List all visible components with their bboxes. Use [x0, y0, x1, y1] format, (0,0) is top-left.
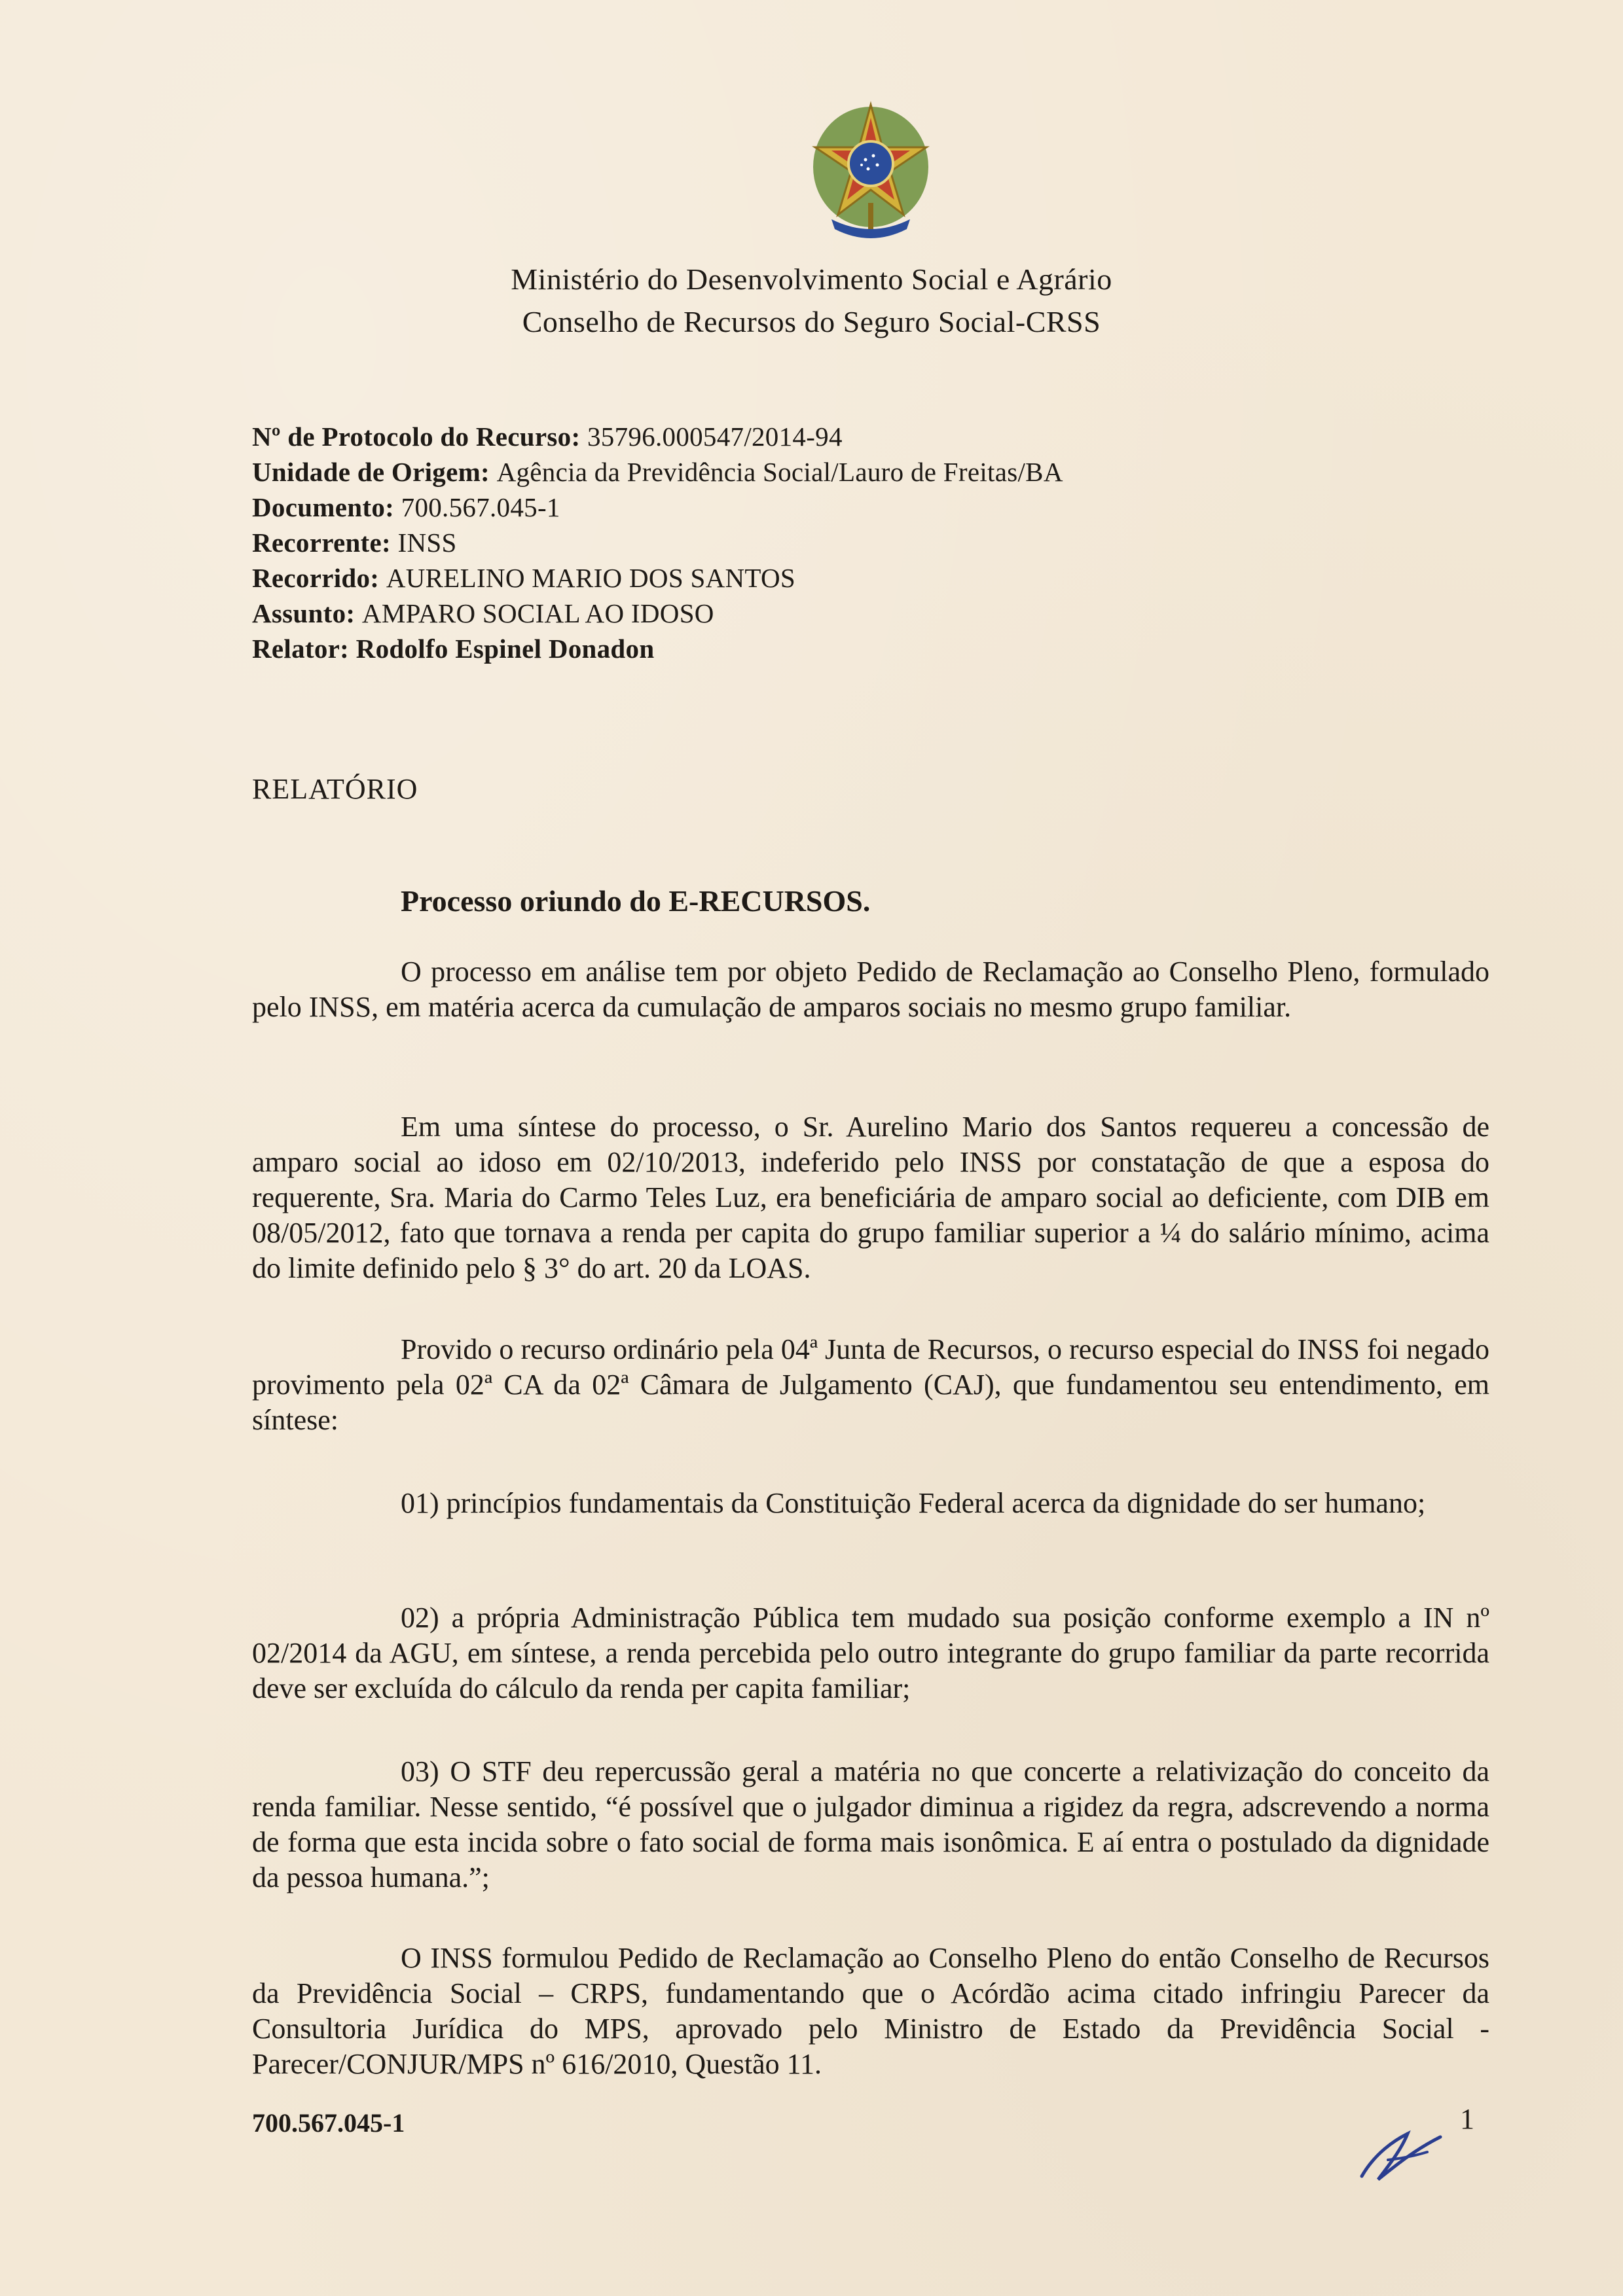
protocol-label: Nº de Protocolo do Recurso:	[252, 422, 581, 452]
appellant-label: Recorrente:	[252, 528, 391, 558]
respondent-row	[252, 560, 1063, 596]
subtitle: Processo oriundo do E-RECURSOS.	[401, 884, 871, 918]
respondent-value: AURELINO MARIO DOS SANTOS	[386, 563, 796, 593]
paragraph-block	[252, 1109, 1489, 1286]
paragraph-block	[252, 1486, 1489, 1521]
protocol-value: 35796.000547/2014-94	[587, 422, 843, 452]
unit-value: Agência da Previdência Social/Lauro de Freitas/BA	[496, 457, 1063, 487]
paragraph: 03) O STF deu repercussão geral a matéria no que concerte a relativização do conceito da renda familiar. Nesse sentido, “é possível que o julgador diminua a rigidez da regra, adscrevendo a norma de forma que esta incida sobre o fato social de forma mais isonômica. E aí entra o postulado da dignidade da pessoa humana.”;	[252, 1755, 1489, 1893]
respondent-label: Recorrido:	[252, 563, 380, 593]
paragraph: O INSS formulou Pedido de Reclamação ao Conselho Pleno do então Conselho de Recursos da Previdência Social – CRPS, fundamentando que o Acórdão acima citado infringiu Parecer da Consultoria Jurídica do MPS, aprovado pelo Ministro de Estado da Previdência Social - Parecer/CONJUR/MPS nº 616/2010, Questão 11.	[252, 1942, 1489, 2080]
handwritten-initial-icon	[1349, 2114, 1453, 2186]
subject-value: AMPARO SOCIAL AO IDOSO	[361, 598, 714, 628]
document-row	[252, 490, 1063, 525]
case-metadata	[252, 419, 1063, 666]
unit-row	[252, 454, 1063, 490]
paragraph: O processo em análise tem por objeto Pedido de Reclamação ao Conselho Pleno, formulado pelo INSS, em matéria acerca da cumulação de amparos sociais no mesmo grupo familiar.	[252, 956, 1489, 1023]
paragraph-block	[252, 954, 1489, 1025]
protocol-row	[252, 419, 1063, 454]
council-heading: Conselho de Recursos do Seguro Social-CRSS	[522, 305, 1101, 338]
subject-row	[252, 596, 1063, 631]
appellant-row	[252, 525, 1063, 560]
paragraph-block	[252, 1332, 1489, 1438]
ministry-heading: Ministério do Desenvolvimento Social e Agrário	[511, 262, 1112, 296]
rapporteur-label: Relator:	[252, 634, 350, 664]
paragraph: 02) a própria Administração Pública tem mudado sua posição conforme exemplo a IN nº 02/2014 da AGU, em síntese, a renda percebida pelo outro integrante do grupo familiar da parte recorrida deve ser excluída do cálculo da renda per capita familiar;	[252, 1602, 1489, 1704]
rapporteur-value: Rodolfo Espinel Donadon	[356, 634, 655, 664]
section-title: RELATÓRIO	[252, 773, 418, 805]
document-label: Documento:	[252, 492, 395, 522]
appellant-value: INSS	[397, 528, 457, 558]
paragraph: Em uma síntese do processo, o Sr. Aurelino Mario dos Santos requereu a concessão de amparo social ao idoso em 02/10/2013, indeferido pelo INSS por constatação de que a esposa do requerente, Sra. Maria do Carmo Teles Luz, era beneficiária de amparo social ao deficiente, com DIB em 08/05/2012, fato que tornava a renda per capita do grupo familiar superior a ¼ do salário mínimo, acima do limite definido pelo § 3° do art. 20 da LOAS.	[252, 1111, 1489, 1284]
paragraph: Provido o recurso ordinário pela 04ª Junta de Recursos, o recurso especial do INSS foi negado provimento pela 02ª CA da 02ª Câmara de Julgamento (CAJ), que fundamentou seu entendimento, em síntese:	[252, 1333, 1489, 1436]
paragraph-block	[252, 1941, 1489, 2082]
footer-document-number: 700.567.045-1	[252, 2108, 405, 2138]
paragraph-block	[252, 1600, 1489, 1706]
page-number: 1	[1460, 2103, 1474, 2135]
brazil-coat-of-arms-icon	[805, 92, 936, 249]
subject-label: Assunto:	[252, 598, 356, 628]
paragraph: 01) princípios fundamentais da Constituição Federal acerca da dignidade do ser humano;	[401, 1487, 1426, 1519]
unit-label: Unidade de Origem:	[252, 457, 490, 487]
paragraph-block	[252, 1754, 1489, 1895]
rapporteur-row	[252, 631, 1063, 666]
document-value: 700.567.045-1	[401, 492, 560, 522]
